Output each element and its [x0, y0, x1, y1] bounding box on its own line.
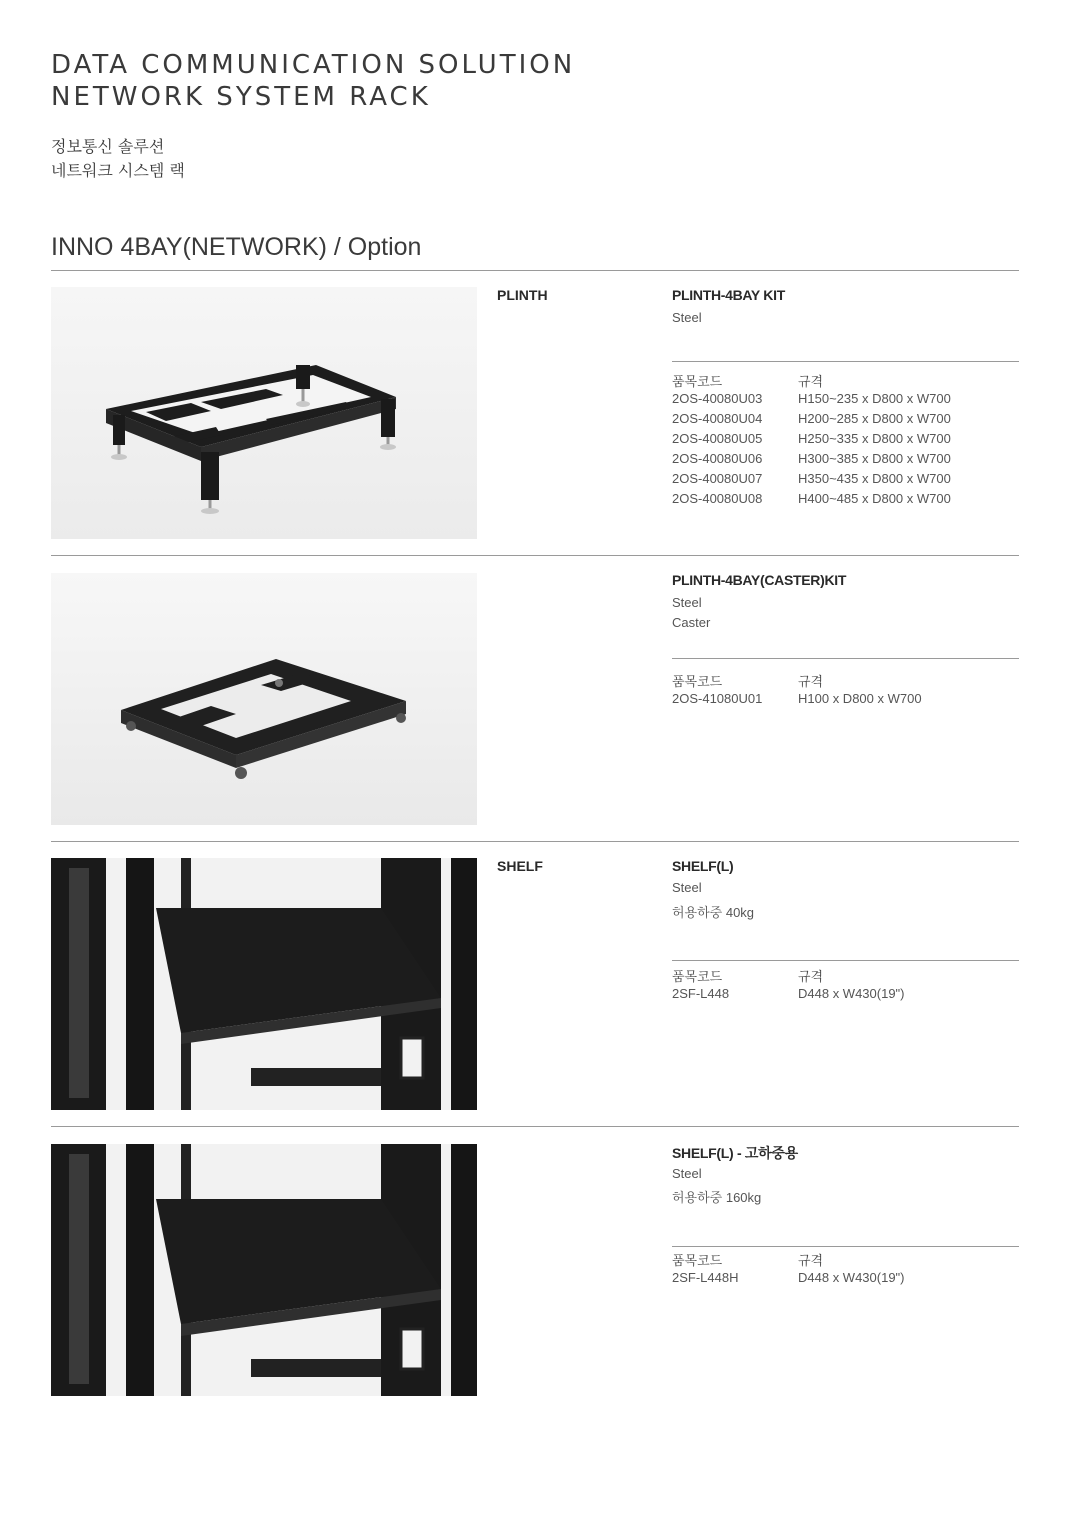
item-size: H350~435 x D800 x W700: [798, 471, 951, 486]
size-column-header: 규격: [798, 1253, 824, 1268]
section-title: INNO 4BAY(NETWORK) / Option: [51, 233, 422, 261]
item-code: 2OS-40080U04: [672, 411, 763, 426]
product-spec: Steel: [672, 595, 702, 610]
product-divider: [51, 841, 1019, 842]
product-name: PLINTH-4BAY KIT: [672, 287, 785, 303]
doc-subtitle-ko-1: 정보통신 솔루션: [51, 137, 165, 156]
plinth-kit-photo: [51, 287, 477, 539]
size-column-header: 규격: [798, 674, 824, 689]
spec-table-divider: [672, 960, 1019, 961]
item-size: H400~485 x D800 x W700: [798, 491, 951, 506]
item-code: 2OS-40080U06: [672, 451, 763, 466]
category-label: PLINTH: [497, 287, 548, 303]
item-size: H300~385 x D800 x W700: [798, 451, 951, 466]
item-size: H150~235 x D800 x W700: [798, 391, 951, 406]
category-label: SHELF: [497, 858, 543, 874]
doc-subtitle-ko-2: 네트워크 시스템 랙: [51, 161, 185, 180]
size-column-header: 규격: [798, 969, 824, 984]
doc-title-line-2: NETWORK SYSTEM RACK: [51, 82, 431, 112]
product-spec: Caster: [672, 615, 711, 630]
product-spec: 허용하중 40kg: [672, 905, 755, 920]
spec-table-divider: [672, 658, 1019, 659]
product-spec: Steel: [672, 880, 702, 895]
plinth-caster-kit-photo: [51, 573, 477, 825]
code-column-header: 품목코드: [672, 674, 723, 689]
item-code: 2OS-40080U07: [672, 471, 763, 486]
item-code: 2OS-40080U05: [672, 431, 763, 446]
product-name: SHELF(L): [672, 858, 734, 874]
item-size: H200~285 x D800 x W700: [798, 411, 951, 426]
product-divider: [51, 1126, 1019, 1127]
section-divider: [51, 270, 1019, 271]
code-column-header: 품목코드: [672, 969, 723, 984]
spec-table-divider: [672, 361, 1019, 362]
item-code: 2OS-40080U08: [672, 491, 763, 506]
item-code: 2OS-40080U03: [672, 391, 763, 406]
heavy-shelf-photo: [51, 1144, 477, 1396]
doc-title-line-1: DATA COMMUNICATION SOLUTION: [51, 50, 576, 80]
item-size: D448 x W430(19"): [798, 1270, 905, 1285]
shelf-photo: [51, 858, 477, 1110]
item-code: 2SF-L448H: [672, 1270, 739, 1285]
product-spec: Steel: [672, 310, 702, 325]
item-code: 2SF-L448: [672, 986, 730, 1001]
product-spec: 허용하중 160kg: [672, 1190, 762, 1205]
spec-table-divider: [672, 1246, 1019, 1247]
code-column-header: 품목코드: [672, 1253, 723, 1268]
size-column-header: 규격: [798, 374, 824, 389]
product-spec: Steel: [672, 1166, 702, 1181]
product-name: SHELF(L) - 고하중용: [672, 1145, 798, 1161]
item-size: H250~335 x D800 x W700: [798, 431, 951, 446]
code-column-header: 품목코드: [672, 374, 723, 389]
item-size: H100 x D800 x W700: [798, 691, 922, 706]
product-divider: [51, 555, 1019, 556]
item-size: D448 x W430(19"): [798, 986, 905, 1001]
item-code: 2OS-41080U01: [672, 691, 763, 706]
product-name: PLINTH-4BAY(CASTER)KIT: [672, 572, 847, 588]
